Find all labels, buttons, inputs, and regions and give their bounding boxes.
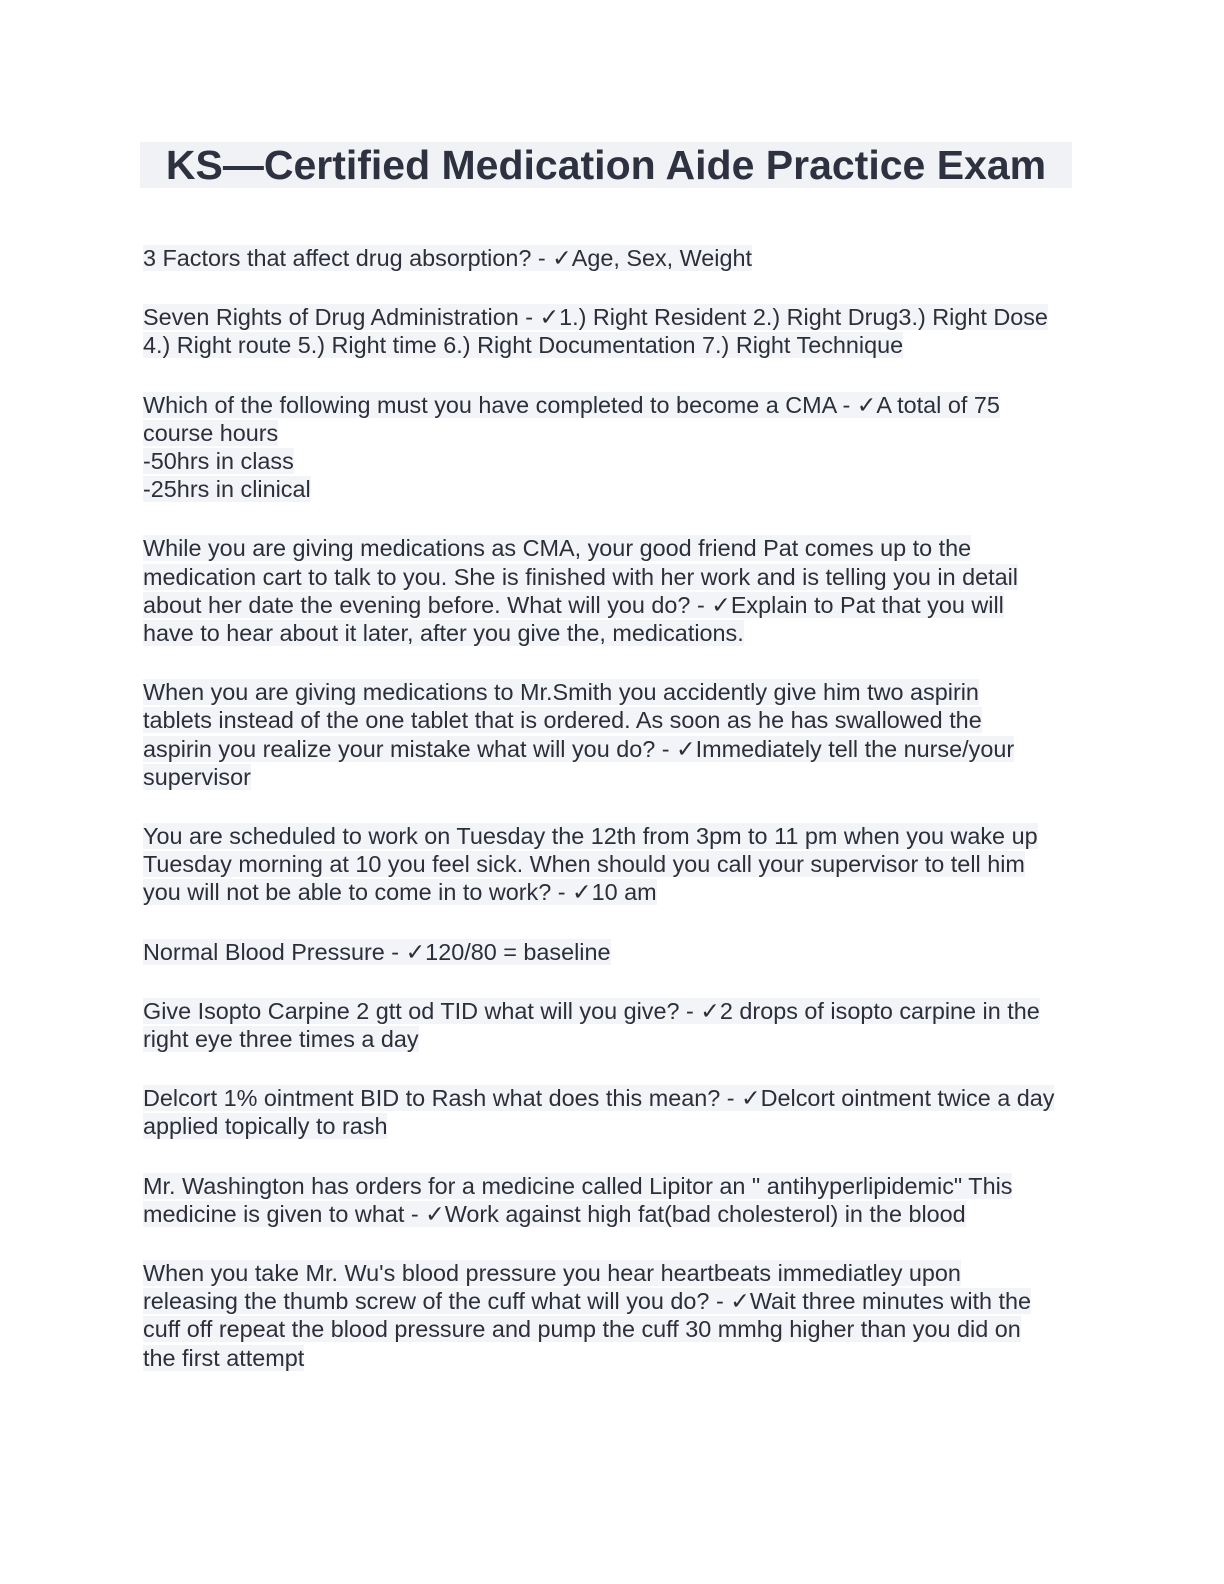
qa-text: supervisor — [143, 763, 251, 790]
qa-text: Delcort 1% ointment BID to Rash what does this mean? - ✓Delcort ointment twice a day — [143, 1085, 1055, 1112]
qa-text: course hours — [143, 419, 279, 446]
qa-line — [143, 1172, 1078, 1200]
qa-line — [143, 1084, 1078, 1112]
qa-text: medication cart to talk to you. She is finished with her work and is telling you in detail — [143, 563, 1019, 590]
qa-text: Tuesday morning at 10 you feel sick. When should you call your supervisor to tell him — [143, 851, 1025, 878]
qa-text: applied topically to rash — [143, 1113, 388, 1140]
title-banner — [140, 142, 1072, 188]
page-title: KS—Certified Medication Aide Practice Exam — [165, 142, 1047, 188]
qa-item — [143, 678, 1078, 791]
qa-item — [143, 938, 1078, 966]
qa-item — [143, 1084, 1078, 1140]
qa-line — [143, 244, 1078, 272]
qa-line — [143, 1259, 1078, 1287]
qa-line — [143, 591, 1078, 619]
qa-text: You are scheduled to work on Tuesday the 12th from 3pm to 11 pm when you wake up — [143, 823, 1038, 850]
qa-line — [143, 706, 1078, 734]
qa-text: Which of the following must you have completed to become a CMA - ✓A total of 75 — [143, 391, 1000, 418]
qa-line — [143, 1112, 1078, 1140]
qa-item — [143, 997, 1078, 1053]
qa-text: cuff off repeat the blood pressure and pump the cuff 30 mmhg higher than you did on — [143, 1316, 1021, 1343]
qa-line — [143, 997, 1078, 1025]
qa-text: have to hear about it later, after you give the, medications. — [143, 620, 744, 647]
qa-line — [143, 822, 1078, 850]
qa-text: -50hrs in class — [143, 448, 294, 475]
qa-line — [143, 534, 1078, 562]
qa-text: Normal Blood Pressure - ✓120/80 = baseline — [143, 938, 611, 965]
qa-line — [143, 419, 1078, 447]
qa-text: Seven Rights of Drug Administration - ✓1.) Right Resident 2.) Right Drug3.) Right Dose — [143, 304, 1048, 331]
qa-line — [143, 303, 1078, 331]
qa-line — [143, 735, 1078, 763]
qa-line — [143, 619, 1078, 647]
qa-line — [143, 850, 1078, 878]
qa-text: tablets instead of the one tablet that is ordered. As soon as he has swallowed the — [143, 707, 982, 734]
qa-text: Mr. Washington has orders for a medicine called Lipitor an " antihyperlipidemic" This — [143, 1172, 1013, 1199]
qa-list — [143, 244, 1078, 1403]
qa-line — [143, 678, 1078, 706]
qa-line — [143, 1344, 1078, 1372]
qa-item — [143, 1172, 1078, 1228]
qa-text: the first attempt — [143, 1344, 305, 1371]
qa-item — [143, 822, 1078, 907]
qa-text: When you are giving medications to Mr.Smith you accidently give him two aspirin — [143, 679, 979, 706]
qa-line — [143, 878, 1078, 906]
qa-line — [143, 331, 1078, 359]
qa-text: medicine is given to what - ✓Work against high fat(bad cholesterol) in the blood — [143, 1200, 966, 1227]
qa-line — [143, 1200, 1078, 1228]
qa-text: 4.) Right route 5.) Right time 6.) Right Documentation 7.) Right Technique — [143, 332, 904, 359]
qa-text: about her date the evening before. What will you do? - ✓Explain to Pat that you will — [143, 591, 1004, 618]
qa-line — [143, 1025, 1078, 1053]
qa-text: 3 Factors that affect drug absorption? - ✓Age, Sex, Weight — [143, 245, 753, 271]
qa-line — [143, 763, 1078, 791]
qa-line — [143, 1315, 1078, 1343]
qa-line — [143, 563, 1078, 591]
qa-text: -25hrs in clinical — [143, 476, 311, 503]
qa-line — [143, 391, 1078, 419]
qa-line — [143, 1287, 1078, 1315]
qa-item — [143, 534, 1078, 647]
qa-line — [143, 447, 1078, 475]
qa-text: you will not be able to come in to work? - ✓10 am — [143, 879, 657, 906]
qa-text: When you take Mr. Wu's blood pressure you hear heartbeats immediatley upon — [143, 1260, 961, 1287]
qa-item — [143, 391, 1078, 504]
qa-item — [143, 244, 1078, 272]
qa-item — [143, 1259, 1078, 1372]
qa-text: aspirin you realize your mistake what will you do? - ✓Immediately tell the nurse/your — [143, 735, 1015, 762]
qa-text: Give Isopto Carpine 2 gtt od TID what will you give? - ✓2 drops of isopto carpine in the — [143, 997, 1040, 1024]
qa-text: While you are giving medications as CMA, your good friend Pat comes up to the — [143, 535, 972, 562]
qa-item — [143, 303, 1078, 359]
qa-line — [143, 475, 1078, 503]
qa-line — [143, 938, 1078, 966]
qa-text: right eye three times a day — [143, 1026, 419, 1053]
qa-text: releasing the thumb screw of the cuff what will you do? - ✓Wait three minutes with the — [143, 1288, 1032, 1315]
